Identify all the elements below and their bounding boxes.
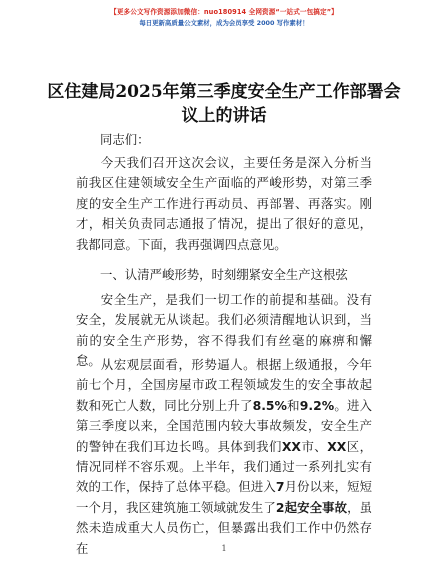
- city-placeholder: XX: [281, 438, 301, 454]
- text-run: 从宏观层面看，形势逼人。根据上级通报，今年前七个月，全国房屋市政工程领域发生的安全事故起数和死亡人数，同比分别上升了: [76, 357, 372, 413]
- promo-banner-top: 【更多公文写作资源添加微信：nuo180914 全网资源“一站式一包搞定”】: [110, 8, 338, 16]
- month-value: 7: [275, 479, 285, 495]
- text-run: 区，情况同样不容乐观。上半年，我们通过一系列扎实有效的工作，保持了总体平稳。但进入: [76, 438, 373, 495]
- promo-banner-bottom: 每日更新高质量公文素材，成为会员享受 2000 写作素材！: [139, 19, 309, 27]
- text-run-bold: 起安全事故: [284, 499, 348, 515]
- section-heading-1: 一、认清严峻形势，时刻绷紧安全生产这根弦: [100, 267, 348, 282]
- page-number: 1: [221, 544, 227, 553]
- stat-value: 8.5%: [252, 397, 287, 413]
- paragraph-situation: [76, 355, 372, 559]
- text-run: 。进入第三季度以来，全国范围内较大事故频发，安全生产的警钟在我们耳边长鸣。具体到我们: [76, 397, 373, 454]
- paragraph-intro: 今天我们召开这次会议，主要任务是深入分析当前我区住建领域安全生产面临的严峻形势，对第三季度的安全生产工作进行再动员、再部署、再落实。刚才，相关负责同志通报了情况，提出了很好的意见，我都同意。下面，我再强调四点意见。: [76, 155, 372, 252]
- document-title: 区住建局2025年第三季度安全生产工作部署会议上的讲话: [47, 82, 401, 126]
- text-run: ，虽然未造成重大人员伤亡，但暴露出我们工作中仍然存在: [76, 499, 373, 556]
- stat-value: 9.2%: [299, 397, 335, 413]
- accident-count: 2: [275, 499, 285, 515]
- text-run: 和: [286, 397, 300, 413]
- text-run: 月份以来，短短一个月，我区建筑施工领域就发生了: [76, 479, 373, 515]
- paragraph-safety: 安全生产，是我们一切工作的前提和基础。没有安全，发展就无从谈起。我们必须清醒地认识到，当前的安全生产形势，容不得我们有丝毫的麻痹和懈怠。: [76, 292, 372, 369]
- district-placeholder: XX: [327, 438, 347, 454]
- greeting: 同志们：: [100, 132, 150, 147]
- text-run: 市、: [300, 438, 328, 454]
